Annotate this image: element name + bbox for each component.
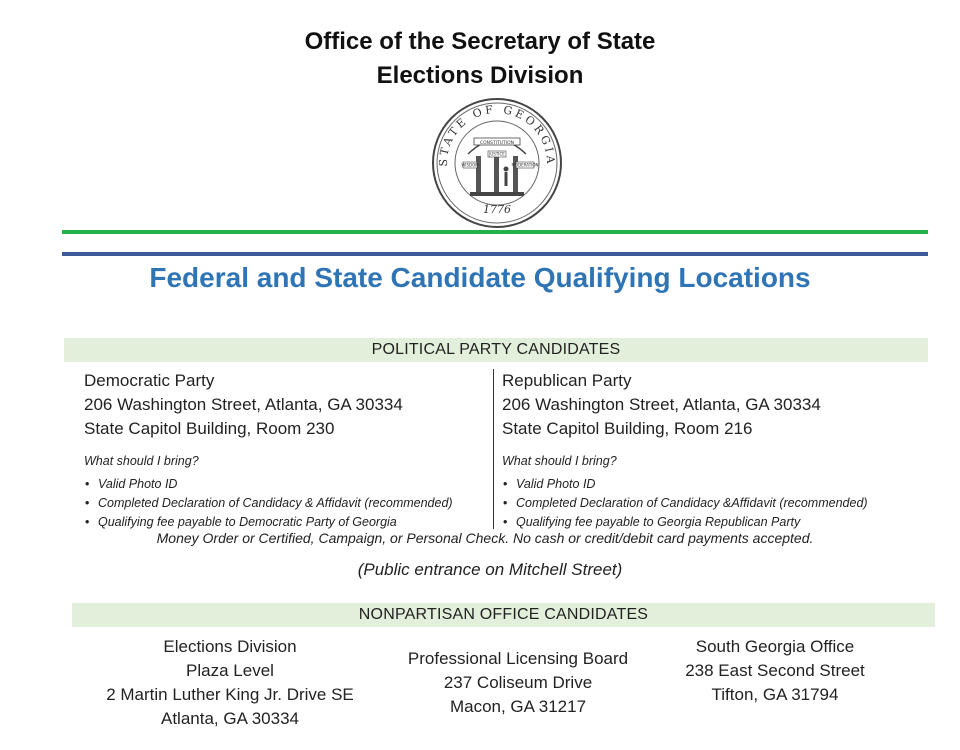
office-line: 238 East Second Street [685,661,865,680]
office-line: Macon, GA 31217 [449,697,587,716]
republican-bring-list [502,475,932,532]
column-divider [493,369,494,529]
division-title: Elections Division [376,62,584,89]
democratic-bring-question: What should I bring? [84,454,199,468]
office-line: South Georgia Office [695,637,855,656]
state-seal-icon [430,96,564,230]
office-line: Atlanta, GA 30334 [161,709,299,728]
blue-rule [62,252,928,256]
office-professional-licensing [388,647,648,719]
office-title: Office of the Secretary of State [304,28,656,55]
office-elections-division [90,635,370,731]
list-item: • Valid Photo ID [516,475,932,494]
office-line: 2 Martin Luther King Jr. Drive SE [106,685,354,704]
democratic-building: State Capitol Building, Room 230 [84,419,335,438]
democratic-bring-list [84,475,484,532]
republican-party-name: Republican Party [502,371,632,390]
seal-word-2: JUSTICE [489,151,505,157]
office-line: Professional Licensing Board [407,649,629,668]
seal-arc-text: STATE OF GEORGIA [436,102,558,167]
seal-word-3: MODERATION [511,162,539,168]
office-line: Plaza Level [186,661,274,680]
page-title: Federal and State Candidate Qualifying Locations [149,262,811,293]
public-entrance-note: (Public entrance on Mitchell Street) [357,560,623,579]
seal-ribbon: CONSTITUTION [479,141,515,146]
list-item: • Qualifying fee payable to Georgia Republican Party [516,513,932,532]
seal-year: 1776 [483,203,511,216]
list-item: • Qualifying fee payable to Democratic Party of Georgia [98,513,484,532]
republican-address: 206 Washington Street, Atlanta, GA 30334 [502,395,821,414]
list-item: • Completed Declaration of Candidacy & Affidavit (recommended) [98,494,484,513]
republican-building: State Capitol Building, Room 216 [502,419,753,438]
office-south-georgia [665,635,885,707]
office-line: Elections Division [163,637,297,656]
nonpartisan-heading: NONPARTISAN OFFICE CANDIDATES [72,603,935,627]
political-party-heading: POLITICAL PARTY CANDIDATES [64,338,928,362]
green-rule [62,230,928,234]
republican-party-column [502,369,932,532]
seal-word-1: WISDOM [461,162,479,168]
democratic-party-name: Democratic Party [84,371,215,390]
office-line: 237 Coliseum Drive [443,673,593,692]
democratic-address: 206 Washington Street, Atlanta, GA 30334 [84,395,403,414]
payment-note: Money Order or Certified, Campaign, or Personal Check. No cash or credit/debit card payments accepted. [156,530,814,546]
democratic-party-column [84,369,484,532]
list-item: • Completed Declaration of Candidacy &Affidavit (recommended) [516,494,932,513]
office-line: Tifton, GA 31794 [711,685,839,704]
republican-bring-question: What should I bring? [502,454,617,468]
list-item: • Valid Photo ID [98,475,484,494]
